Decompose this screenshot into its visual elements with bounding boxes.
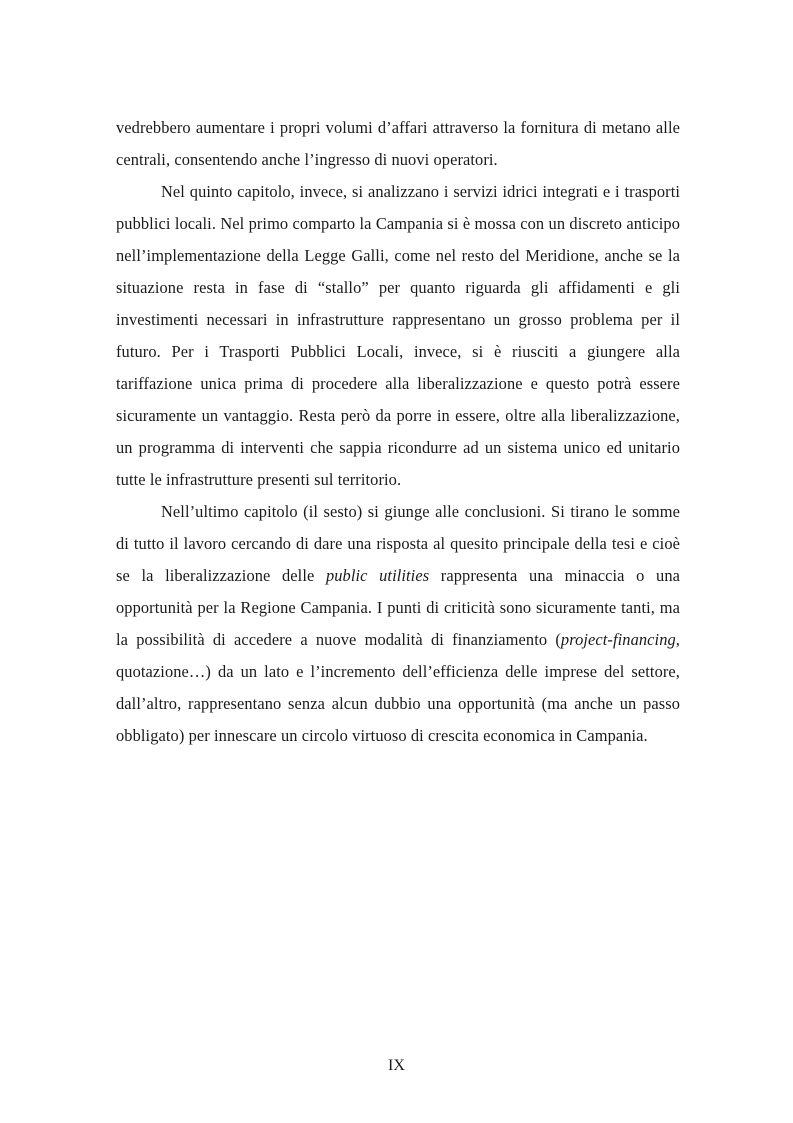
- paragraph-conclusions: [116, 496, 680, 752]
- italic-term-project-financing: project-financing: [560, 630, 676, 649]
- paragraph-continuation: vedrebbero aumentare i propri volumi d’affari attraverso la fornitura di metano alle centrali, consentendo anche l’ingresso di nuovi operatori.: [116, 118, 680, 169]
- document-body: [116, 112, 680, 752]
- page-number: IX: [388, 1057, 405, 1074]
- paragraph-chapter-five: Nel quinto capitolo, invece, si analizzano i servizi idrici integrati e i trasporti pubblici locali. Nel primo comparto la Campania si è mossa con un discreto anticipo nell’implementazione della Legge Galli, come nel resto del Meridione, anche se la situazione resta in fase di “stallo” per quanto riguarda gli affidamenti e gli investimenti necessari in infrastrutture rappresentano un grosso problema per il futuro. Per i Trasporti Pubblici Locali, invece, si è riusciti a giungere alla tariffazione unica prima di procedere alla liberalizzazione e questo potrà essere sicuramente un vantaggio. Resta però da porre in essere, oltre alla liberalizzazione, un programma di interventi che sappia ricondurre ad un sistema unico ed unitario tutte le infrastrutture presenti sul territorio.: [116, 182, 680, 489]
- paragraph-conclusions-part-a: Nell’ultimo capitolo (il sesto) si giunge alle conclusioni. Si tirano le somme di tutto il lavoro cercando di dare una risposta al quesito principale della tesi e cioè se la liberalizzazione delle: [116, 502, 680, 585]
- italic-term-public-utilities: public utilities: [325, 566, 430, 585]
- paragraph-conclusions-part-b: rappresenta una minaccia o una opportunità per la Regione Campania. I punti di criticità sono sicuramente tanti, ma la possibilità di accedere a nuove modalità di finanziamento (: [116, 566, 680, 649]
- paragraph-conclusions-part-c: , quotazione…) da un lato e l’incremento dell’efficienza delle imprese del settore, dall’altro, rappresentano senza alcun dubbio una opportunità (ma anche un passo obbligato) per innescare un circolo virtuoso di crescita economica in Campania.: [116, 630, 680, 745]
